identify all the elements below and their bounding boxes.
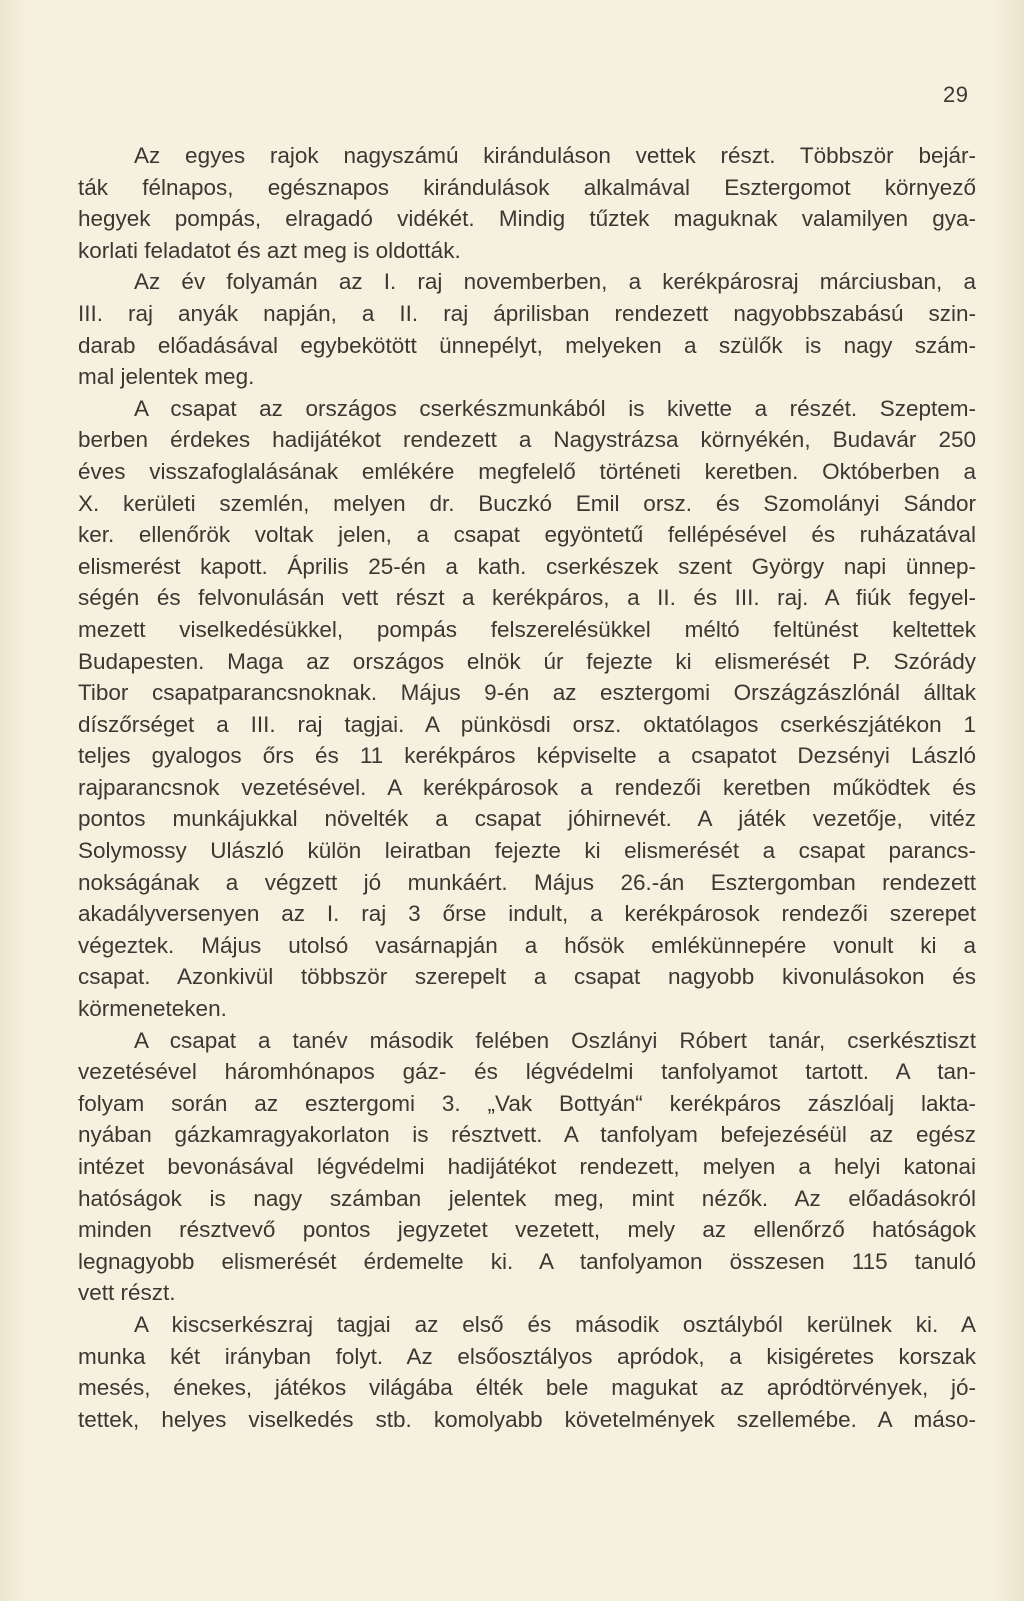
text-line: Solymossy Ulászló külön leiratban fejezte ki elismerését a csapat parancs-: [78, 838, 976, 864]
body-text: [78, 140, 976, 1435]
text-line: mal jelentek meg.: [78, 364, 255, 390]
text-line: Tibor csapatparancsnoknak. Május 9-én az esztergomi Országzászlónál álltak: [78, 680, 976, 706]
paragraph-excursions: [78, 140, 976, 266]
text-line: mezett viselkedésükkel, pompás felszerelésükkel méltó feltünést keltettek: [78, 616, 976, 642]
text-line: körmeneteken.: [78, 996, 227, 1022]
text-line: akadályversenyen az I. raj 3 őrse indult, a kerékpárosok rendezői szerepet: [78, 901, 976, 927]
paragraph-celebrations: [78, 266, 976, 392]
paragraph-gas-defense-course: [78, 1025, 976, 1309]
text-line: X. kerületi szemlén, melyen dr. Buczkó Emil orsz. és Szomolányi Sándor: [78, 490, 976, 516]
text-line: ták félnapos, egésznapos kirándulások alkalmával Esztergomot környező: [78, 174, 976, 200]
text-line: folyam során az esztergomi 3. „Vak Bottyán“ kerékpáros zászlóalj lakta-: [78, 1090, 976, 1116]
text-line: berben érdekes hadijátékot rendezett a Nagystrázsa környékén, Budavár 250: [78, 427, 976, 453]
text-line: A csapat a tanév második felében Oszlányi Róbert tanár, cserkésztiszt: [134, 1027, 976, 1053]
text-line: csapat. Azonkivül többször szerepelt a csapat nagyobb kivonulásokon és: [78, 964, 976, 990]
text-line: nokságának a végzett jó munkáért. Május 26.-án Esztergomban rendezett: [78, 869, 976, 895]
text-line: ker. ellenőrök voltak jelen, a csapat egyöntetű fellépésével és ruházatával: [78, 522, 976, 548]
text-line: nyában gázkamragyakorlaton is résztvett. A tanfolyam befejezéséül az egész: [78, 1122, 976, 1148]
text-line: mesés, énekes, játékos világába élték bele magukat az apródtörvények, jó-: [78, 1375, 976, 1401]
text-line: A csapat az országos cserkészmunkából is kivette a részét. Szeptem-: [134, 395, 976, 421]
text-line: tettek, helyes viselkedés stb. komolyabb követelmények szellemébe. A máso-: [78, 1406, 976, 1432]
text-line: pontos munkájukkal növelték a csapat jóhirnevét. A játék vezetője, vitéz: [78, 806, 976, 832]
text-line: III. raj anyák napján, a II. raj áprilisban rendezett nagyobbszabású szin-: [78, 300, 976, 326]
paragraph-cub-scouts: [78, 1309, 976, 1435]
text-line: végeztek. Május utolsó vasárnapján a hősök emlékünnepére vonult ki a: [78, 932, 976, 958]
text-line: minden résztvevő pontos jegyzetet vezetett, mely az ellenőrző hatóságok: [78, 1217, 976, 1243]
text-line: korlati feladatot és azt meg is oldották.: [78, 237, 461, 263]
text-line: díszőrséget a III. raj tagjai. A pünkösdi orsz. oktatólagos cserkészjátékon 1: [78, 711, 976, 737]
text-line: rajparancsnok vezetésével. A kerékpárosok a rendezői keretben működtek és: [78, 774, 976, 800]
paragraph-national-scouting: [78, 393, 976, 1025]
page-number: 29: [943, 82, 969, 107]
text-line: intézet bevonásával légvédelmi hadijátékot rendezett, melyen a helyi katonai: [78, 1154, 976, 1179]
text-line: hatóságok is nagy számban jelentek meg, mint nézők. Az előadásokról: [78, 1185, 976, 1211]
text-line: ségén és felvonulásán vett részt a kerékpáros, a II. és III. raj. A fiúk fegyel-: [78, 585, 976, 611]
text-line: teljes gyalogos őrs és 11 kerékpáros képviselte a csapatot Dezsényi László: [78, 743, 976, 769]
text-line: éves visszafoglalásának emlékére megfelelő történeti keretben. Októberben a: [78, 458, 976, 484]
text-line: vett részt.: [78, 1280, 176, 1306]
text-line: elismerést kapott. Április 25-én a kath. cserkészek szent György napi ünnep-: [78, 553, 976, 579]
text-line: A kiscserkészraj tagjai az első és második osztályból kerülnek ki. A: [134, 1311, 976, 1337]
text-line: darab előadásával egybekötött ünnepélyt, melyeken a szülők is nagy szám-: [78, 332, 976, 358]
text-line: munka két irányban folyt. Az elsőosztályos apródok, a kisigéretes korszak: [78, 1343, 976, 1369]
text-line: hegyek pompás, elragadó vidékét. Mindig tűztek maguknak valamilyen gya-: [78, 206, 976, 232]
text-line: Az egyes rajok nagyszámú kiránduláson vettek részt. Többször bejár-: [134, 143, 976, 168]
text-line: Az év folyamán az I. raj novemberben, a kerékpárosraj márciusban, a: [134, 269, 976, 295]
text-line: vezetésével háromhónapos gáz- és légvédelmi tanfolyamot tartott. A tan-: [78, 1059, 976, 1085]
text-line: legnagyobb elismerését érdemelte ki. A tanfolyamon összesen 115 tanuló: [78, 1248, 976, 1274]
text-line: Budapesten. Maga az országos elnök úr fejezte ki elismerését P. Szórády: [78, 648, 976, 674]
